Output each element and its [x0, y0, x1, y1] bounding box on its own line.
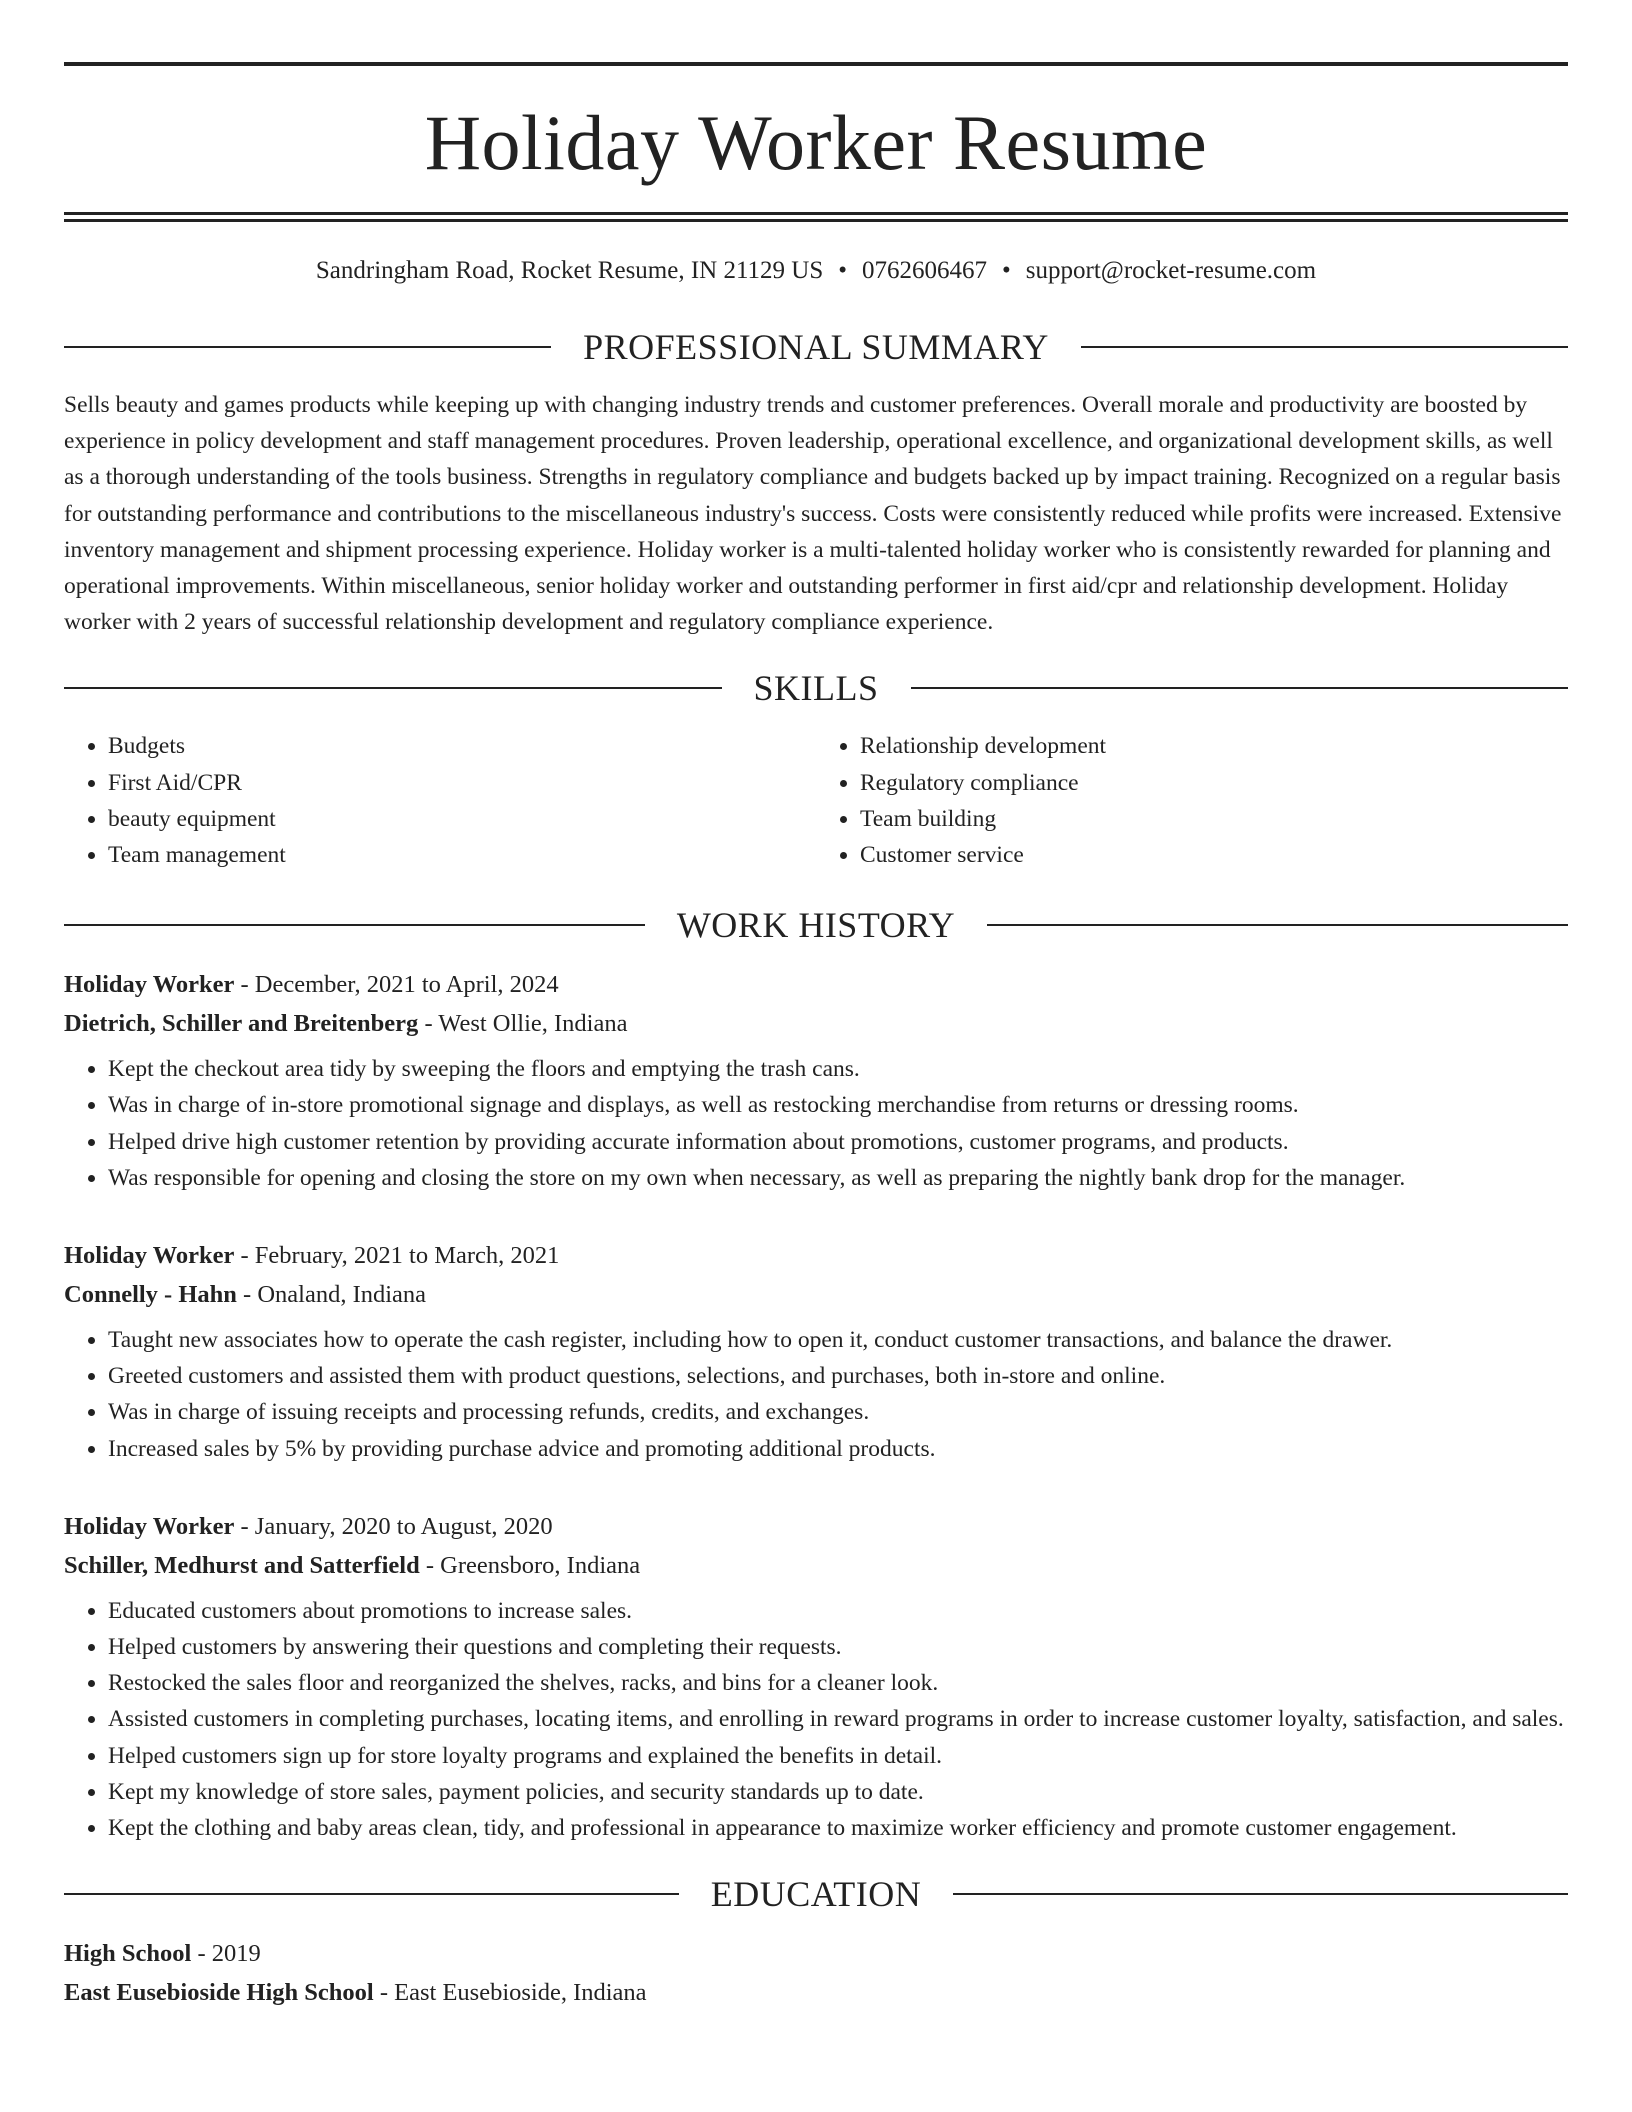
contact-line [64, 258, 1568, 283]
education-heading: EDUCATION [710, 1874, 922, 1915]
job-company-line [64, 1004, 1568, 1043]
contact-email: support@rocket-resume.com [1025, 257, 1317, 284]
job-bullet: • Was in charge of in-store promotional signage and displays, as well as restocking merchandise from returns or dressing rooms. [108, 1087, 1568, 1123]
section-heading-work [64, 905, 1568, 946]
section-heading-education [64, 1874, 1568, 1915]
job-company: Connelly - Hahn [64, 1281, 237, 1309]
skill-item: • Team building [860, 801, 1568, 837]
contact-separator: • [838, 257, 848, 284]
job-location: - West Ollie, Indiana [418, 1010, 628, 1038]
education-school: East Eusebioside High School [64, 1979, 374, 2007]
job-bullet: • Was in charge of issuing receipts and processing refunds, credits, and exchanges. [108, 1394, 1568, 1430]
job-company: Schiller, Medhurst and Satterfield [64, 1551, 420, 1579]
divider-line [911, 687, 1569, 689]
job-bullet: • Kept the clothing and baby areas clean, tidy, and professional in appearance to maximize worker efficiency and promote customer engagement. [108, 1810, 1568, 1846]
job-bullets [64, 1322, 1568, 1467]
job-bullet: • Restocked the sales floor and reorganized the shelves, racks, and bins for a cleaner look. [108, 1665, 1568, 1701]
skill-item: • Budgets [108, 728, 816, 764]
education-degree: High School [64, 1940, 192, 1968]
job-bullet: • Kept the checkout area tidy by sweeping the floors and emptying the trash cans. [108, 1051, 1568, 1087]
job-company: Dietrich, Schiller and Breitenberg [64, 1010, 419, 1038]
education-degree-line [64, 1934, 1568, 1973]
skill-item: • beauty equipment [108, 801, 816, 837]
education-school-line [64, 1973, 1568, 2012]
job-entry [64, 1507, 1568, 1846]
job-location: - Onaland, Indiana [236, 1281, 427, 1309]
skills-column-left [64, 728, 816, 873]
top-rule [64, 62, 1568, 66]
summary-heading: PROFESSIONAL SUMMARY [583, 327, 1049, 367]
contact-phone: 0762606467 [862, 257, 988, 284]
job-bullets [64, 1051, 1568, 1196]
skills-column-right [816, 728, 1568, 873]
job-location: - Greensboro, Indiana [419, 1551, 641, 1579]
job-bullet: • Helped customers by answering their questions and completing their requests. [108, 1629, 1568, 1665]
divider-line [953, 1893, 1568, 1895]
education-location: - East Eusebioside, Indiana [373, 1979, 647, 2007]
job-entry [64, 965, 1568, 1196]
job-bullet: • Helped drive high customer retention by providing accurate information about promotions, customer programs, and products. [108, 1124, 1568, 1160]
divider-line [64, 924, 645, 926]
education-entry [64, 1934, 1568, 2012]
job-title-line [64, 965, 1568, 1004]
skill-item: • Customer service [860, 837, 1568, 873]
divider-line [64, 687, 722, 689]
resume-title: Holiday Worker Resume [424, 99, 1208, 186]
job-company-line [64, 1546, 1568, 1585]
skill-item: • Regulatory compliance [860, 765, 1568, 801]
job-bullet: • Greeted customers and assisted them with product questions, selections, and purchases, both in-store and online. [108, 1358, 1568, 1394]
work-heading: WORK HISTORY [676, 905, 956, 946]
job-dates: - December, 2021 to April, 2024 [234, 971, 559, 999]
skill-item: • Team management [108, 837, 816, 873]
job-bullets [64, 1593, 1568, 1846]
skills-list [64, 728, 1568, 873]
divider-line [64, 346, 551, 348]
job-bullet: • Educated customers about promotions to increase sales. [108, 1593, 1568, 1629]
job-bullet: • Assisted customers in completing purchases, locating items, and enrolling in reward programs in order to increase customer loyalty, satisfaction, and sales. [108, 1701, 1568, 1737]
job-entry [64, 1236, 1568, 1467]
section-heading-summary [64, 329, 1568, 365]
divider-line [1081, 346, 1568, 348]
title-double-rule [64, 212, 1568, 222]
job-dates: - February, 2021 to March, 2021 [234, 1242, 560, 1270]
section-heading-skills [64, 668, 1568, 709]
job-title: Holiday Worker [64, 1242, 235, 1270]
job-bullet: • Was responsible for opening and closing the store on my own when necessary, as well as preparing the nightly bank drop for the manager. [108, 1160, 1568, 1196]
job-title: Holiday Worker [64, 1512, 235, 1540]
job-bullet: • Increased sales by 5% by providing purchase advice and promoting additional products. [108, 1431, 1568, 1467]
divider-line [64, 1893, 679, 1895]
job-title-line [64, 1507, 1568, 1546]
education-year: - 2019 [191, 1940, 261, 1968]
job-title-line [64, 1236, 1568, 1275]
job-company-line [64, 1275, 1568, 1314]
summary-text: Sells beauty and games products while keeping up with changing industry trends and customer preferences. Overall morale and productivity are boosted by experience in policy development and staff management procedures. Proven leadership, operational excellence, and organizational development skills, as well as a thorough understanding of the tools business. Strengths in regulatory compliance and budgets backed up by impact training. Recognized on a regular basis for outstanding performance and contributions to the miscellaneous industry's success. Costs were consistently reduced while profits were increased. Extensive inventory management and shipment processing experience. Holiday worker is a multi-talented holiday worker who is consistently rewarded for planning and operational improvements. Within miscellaneous, senior holiday worker and outstanding performer in first aid/cpr and relationship development. Holiday worker with 2 years of successful relationship development and regulatory compliance experience. [64, 392, 1562, 636]
contact-address: Sandringham Road, Rocket Resume, IN 21129 US [315, 257, 824, 284]
job-bullet: • Helped customers sign up for store loyalty programs and explained the benefits in detail. [108, 1738, 1568, 1774]
job-title: Holiday Worker [64, 971, 235, 999]
contact-separator: • [1002, 257, 1011, 284]
divider-line [987, 924, 1568, 926]
skill-item: • Relationship development [860, 728, 1568, 764]
skill-item: • First Aid/CPR [108, 765, 816, 801]
job-dates: - January, 2020 to August, 2020 [234, 1512, 553, 1540]
job-bullet: • Taught new associates how to operate the cash register, including how to open it, conduct customer transactions, and balance the drawer. [108, 1322, 1568, 1358]
job-bullet: • Kept my knowledge of store sales, payment policies, and security standards up to date. [108, 1774, 1568, 1810]
skills-heading: SKILLS [753, 668, 879, 709]
